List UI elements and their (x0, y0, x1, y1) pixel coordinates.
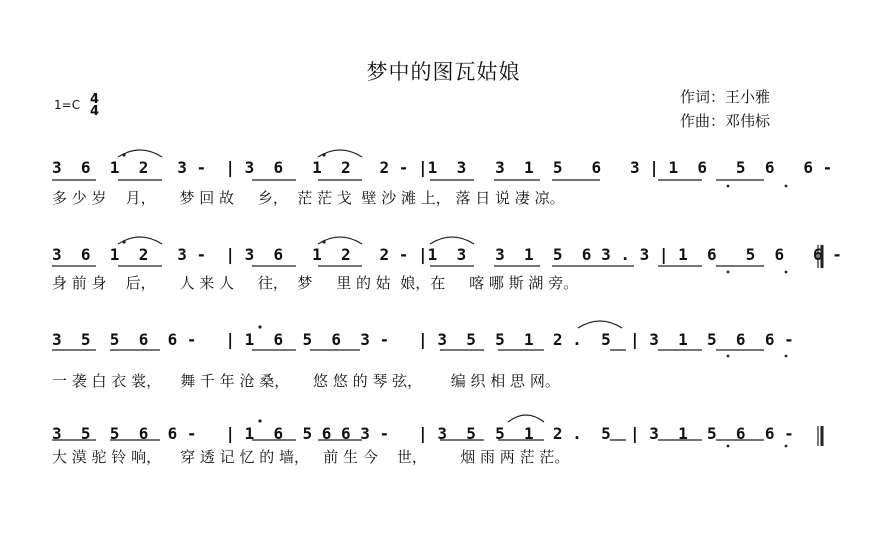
final-barlines (818, 245, 822, 446)
notation-row-4: 3 5 5 6 6 - | 1 6 5 6 6 3 - | 3 5 5 1 2 . 5 | 3 1 5 6 6 - (52, 424, 794, 443)
slur-arcs (118, 150, 622, 422)
beam-underlines (52, 180, 764, 440)
lyrics-row-1: 多 少 岁 月， 梦 回 故 乡， 茫 茫 戈 壁 沙 滩 上， 落 日 说 凄 凉。 (52, 189, 565, 207)
time-signature-top: 4 (90, 92, 100, 107)
notation-row-2: 3 6 1 2 3 - | 3 6 1 2 2 - |1 3 3 1 5 6 3 . 3 | 1 6 5 6 6 - (52, 245, 842, 264)
time-signature-bottom: 4 (90, 104, 100, 119)
lyrics-row-2: 身 前 身 后， 人 来 人 往， 梦 里 的 姑 娘，在 喀 哪 斯 湖 旁。 (52, 274, 579, 292)
octave-dots (122, 153, 787, 447)
notation-row-3: 3 5 5 6 6 - | 1 6 5 6 3 - | 3 5 5 1 2 . 5 | 3 1 5 6 6 - (52, 330, 794, 349)
notation-row-1: 3 6 1 2 3 - | 3 6 1 2 2 - |1 3 3 1 5 6 3 | 1 6 5 6 6 - (52, 158, 833, 177)
lyricist-credit: 作词：王小雅 (680, 88, 771, 106)
composer-credit: 作曲：邓伟标 (680, 112, 771, 130)
lyrics-row-3: 一 袭 白 衣 裳， 舞 千 年 沧 桑， 悠 悠 的 琴 弦， 编 织 相 思 网。 (52, 372, 560, 390)
key-signature: 1=C (54, 98, 81, 112)
song-title: 梦中的图瓦姑娘 (366, 60, 521, 84)
lyrics-row-4: 大 漠 驼 铃 响， 穿 透 记 忆 的 墙， 前 生 今 世， 烟 雨 两 茫 茫。 (52, 448, 570, 466)
